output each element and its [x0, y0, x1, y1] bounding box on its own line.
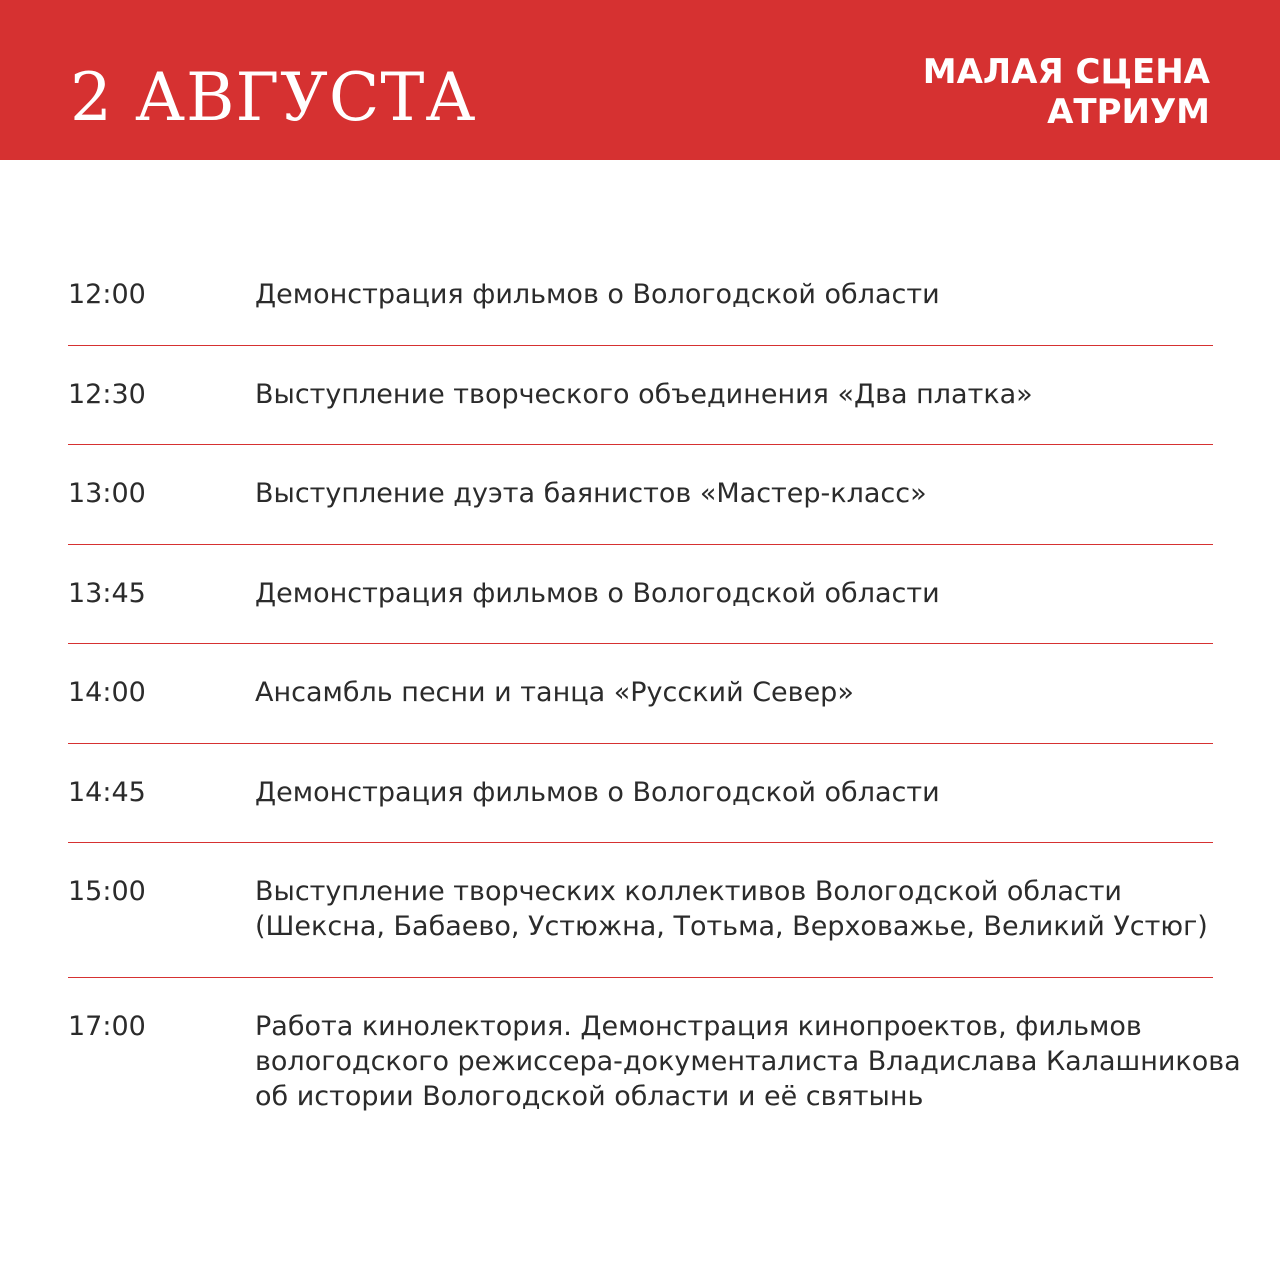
event-line: Выступление дуэта баянистов «Мастер-класс»	[255, 478, 927, 509]
schedule-event	[255, 874, 1213, 944]
schedule-event	[255, 476, 1213, 511]
event-line: Демонстрация фильмов о Вологодской области	[255, 279, 940, 310]
schedule-time: 12:00	[68, 279, 146, 310]
schedule-time: 15:00	[68, 876, 146, 907]
schedule-event	[255, 775, 1213, 810]
schedule-row	[68, 246, 1213, 346]
schedule-event	[255, 675, 1213, 710]
schedule-time: 17:00	[68, 1011, 146, 1042]
event-line: Демонстрация фильмов о Вологодской области	[255, 777, 940, 808]
event-line: об истории Вологодской области и её святынь	[255, 1081, 924, 1112]
schedule-row	[68, 843, 1213, 978]
schedule-event	[255, 576, 1213, 611]
schedule-time: 13:00	[68, 478, 146, 509]
schedule-row	[68, 346, 1213, 445]
venue-line-2: АТРИУМ	[1047, 92, 1210, 132]
event-line: Демонстрация фильмов о Вологодской области	[255, 578, 940, 609]
schedule-time: 14:45	[68, 777, 146, 808]
schedule-event	[255, 1009, 1241, 1114]
schedule-row	[68, 978, 1241, 1148]
venue-label	[923, 52, 1210, 132]
date-title: 2 АВГУСТА	[70, 59, 477, 136]
venue-line-1: МАЛАЯ СЦЕНА	[922, 52, 1210, 92]
schedule-event	[255, 377, 1213, 412]
event-line: Ансамбль песни и танца «Русский Север»	[255, 677, 854, 708]
header-banner	[0, 0, 1280, 160]
event-line: Работа кинолектория. Демонстрация кинопроектов, фильмов	[255, 1011, 1142, 1042]
event-line: Выступление творческих коллективов Вологодской области	[255, 876, 1122, 907]
schedule-event	[255, 277, 1213, 312]
schedule-time: 13:45	[68, 578, 146, 609]
schedule-row	[68, 545, 1213, 644]
schedule-row	[68, 644, 1213, 744]
event-line: вологодского режиссера-документалиста Владислава Калашникова	[255, 1046, 1241, 1077]
schedule-list	[68, 246, 1241, 1148]
event-line: Выступление творческого объединения «Два платка»	[255, 379, 1033, 410]
event-line: (Шексна, Бабаево, Устюжна, Тотьма, Верховажье, Великий Устюг)	[255, 911, 1208, 942]
schedule-row	[68, 744, 1213, 843]
schedule-time: 14:00	[68, 677, 146, 708]
schedule-row	[68, 445, 1213, 545]
schedule-time: 12:30	[68, 379, 146, 410]
